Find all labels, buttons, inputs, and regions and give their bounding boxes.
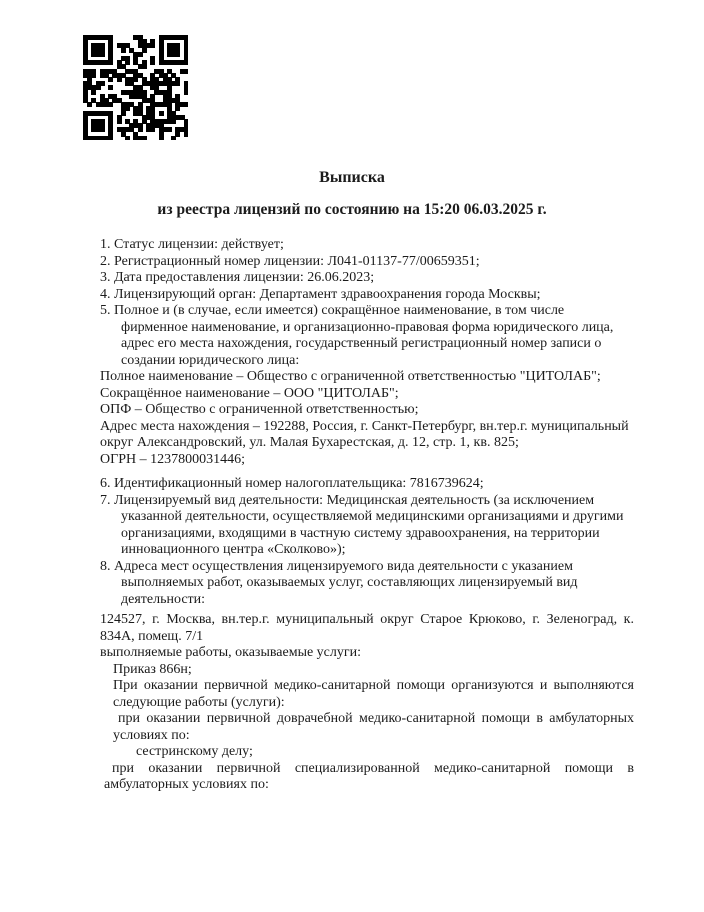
item-number: 2. xyxy=(100,253,111,269)
item-inn xyxy=(100,476,634,493)
document-header xyxy=(60,169,644,219)
org-address: Адрес места нахождения – 192288, Россия, г. Санкт-Петербург, вн.тер.г. муниципальный округ Александровский, ул. Малая Бухарестская, д. 12, стр. 1, кв. 825; xyxy=(100,418,629,450)
item-license-number xyxy=(100,254,634,271)
qr-code xyxy=(83,35,188,140)
org-legal-form: ОПФ – Общество с ограниченной ответственностью; xyxy=(100,402,419,417)
activity-address: 124527, г. Москва, вн.тер.г. муниципальный округ Старое Крюково, г. Зеленоград, к. 834А, помещ. 7/1 xyxy=(100,612,634,644)
works-line-prehospital-care: при оказании первичной доврачебной медико-санитарной помощи в амбулаторных условиях по: xyxy=(113,711,634,743)
works-line-order-866n: Приказ 866н; xyxy=(113,661,192,677)
org-full-name: Полное наименование – Общество с ограниченной ответственностью "ЦИТОЛАБ"; xyxy=(100,369,601,384)
item-license-date xyxy=(100,270,634,287)
item-text: Адреса мест осуществления лицензируемого вида деятельности с указанием выполняемых работ, оказываемых услуг, составляющих лицензируемый вид деятельности: xyxy=(114,558,578,607)
item-license-status xyxy=(100,237,634,254)
item-text: Полное и (в случае, если имеется) сокращённое наименование, в том числе фирменное наименование, и организационно-правовая форма юридического лица, адрес его места нахождения, государственный регистрационный номер записи о создании юридического лица: xyxy=(114,303,614,368)
item-number: 7. xyxy=(100,492,111,508)
item-text: Регистрационный номер лицензии: Л041-01137-77/00659351; xyxy=(114,253,480,269)
item-activity-type xyxy=(100,493,634,559)
item-number: 3. xyxy=(100,270,111,285)
item-text: Статус лицензии: действует; xyxy=(114,237,284,252)
item-text: Идентификационный номер налогоплательщика: 7816739624; xyxy=(114,476,484,491)
item-number: 6. xyxy=(100,476,111,491)
item-text: Дата предоставления лицензии: 26.06.2023; xyxy=(114,270,375,285)
page-title: Выписка xyxy=(319,169,385,186)
document-body xyxy=(100,237,634,794)
org-short-name: Сокращённое наименование – ООО "ЦИТОЛАБ"; xyxy=(100,385,399,401)
works-services-label: выполняемые работы, оказываемые услуги: xyxy=(100,645,362,660)
item-text: Лицензирующий орган: Департамент здравоохранения города Москвы; xyxy=(114,286,541,302)
page-subtitle: из реестра лицензий по состоянию на 15:20 06.03.2025 г. xyxy=(157,201,547,218)
works-line-nursing: сестринскому делу; xyxy=(136,744,253,759)
item-org-names-heading xyxy=(100,303,634,369)
item-number: 5. xyxy=(100,303,111,318)
org-details xyxy=(100,369,634,468)
activity-address-block xyxy=(100,612,634,794)
item-activity-addresses-heading xyxy=(100,559,634,609)
item-number: 1. xyxy=(100,237,111,252)
item-number: 4. xyxy=(100,286,111,302)
works-line-specialized-care: при оказании первичной специализированной медико-санитарной помощи в амбулаторных условиях по: xyxy=(104,760,634,792)
item-text: Лицензируемый вид деятельности: Медицинская деятельность (за исключением указанной деятельности, осуществляемой медицинскими организациями и другими организациями, входящими в частную систему здравоохранения, на территории инновационного центра «Сколково»); xyxy=(114,492,624,557)
item-licensing-authority xyxy=(100,287,634,304)
org-ogrn: ОГРН – 1237800031446; xyxy=(100,451,245,467)
works-line-primary-care: При оказании первичной медико-санитарной помощи организуются и выполняются следующие работы (услуги): xyxy=(113,678,634,710)
item-number: 8. xyxy=(100,558,111,574)
